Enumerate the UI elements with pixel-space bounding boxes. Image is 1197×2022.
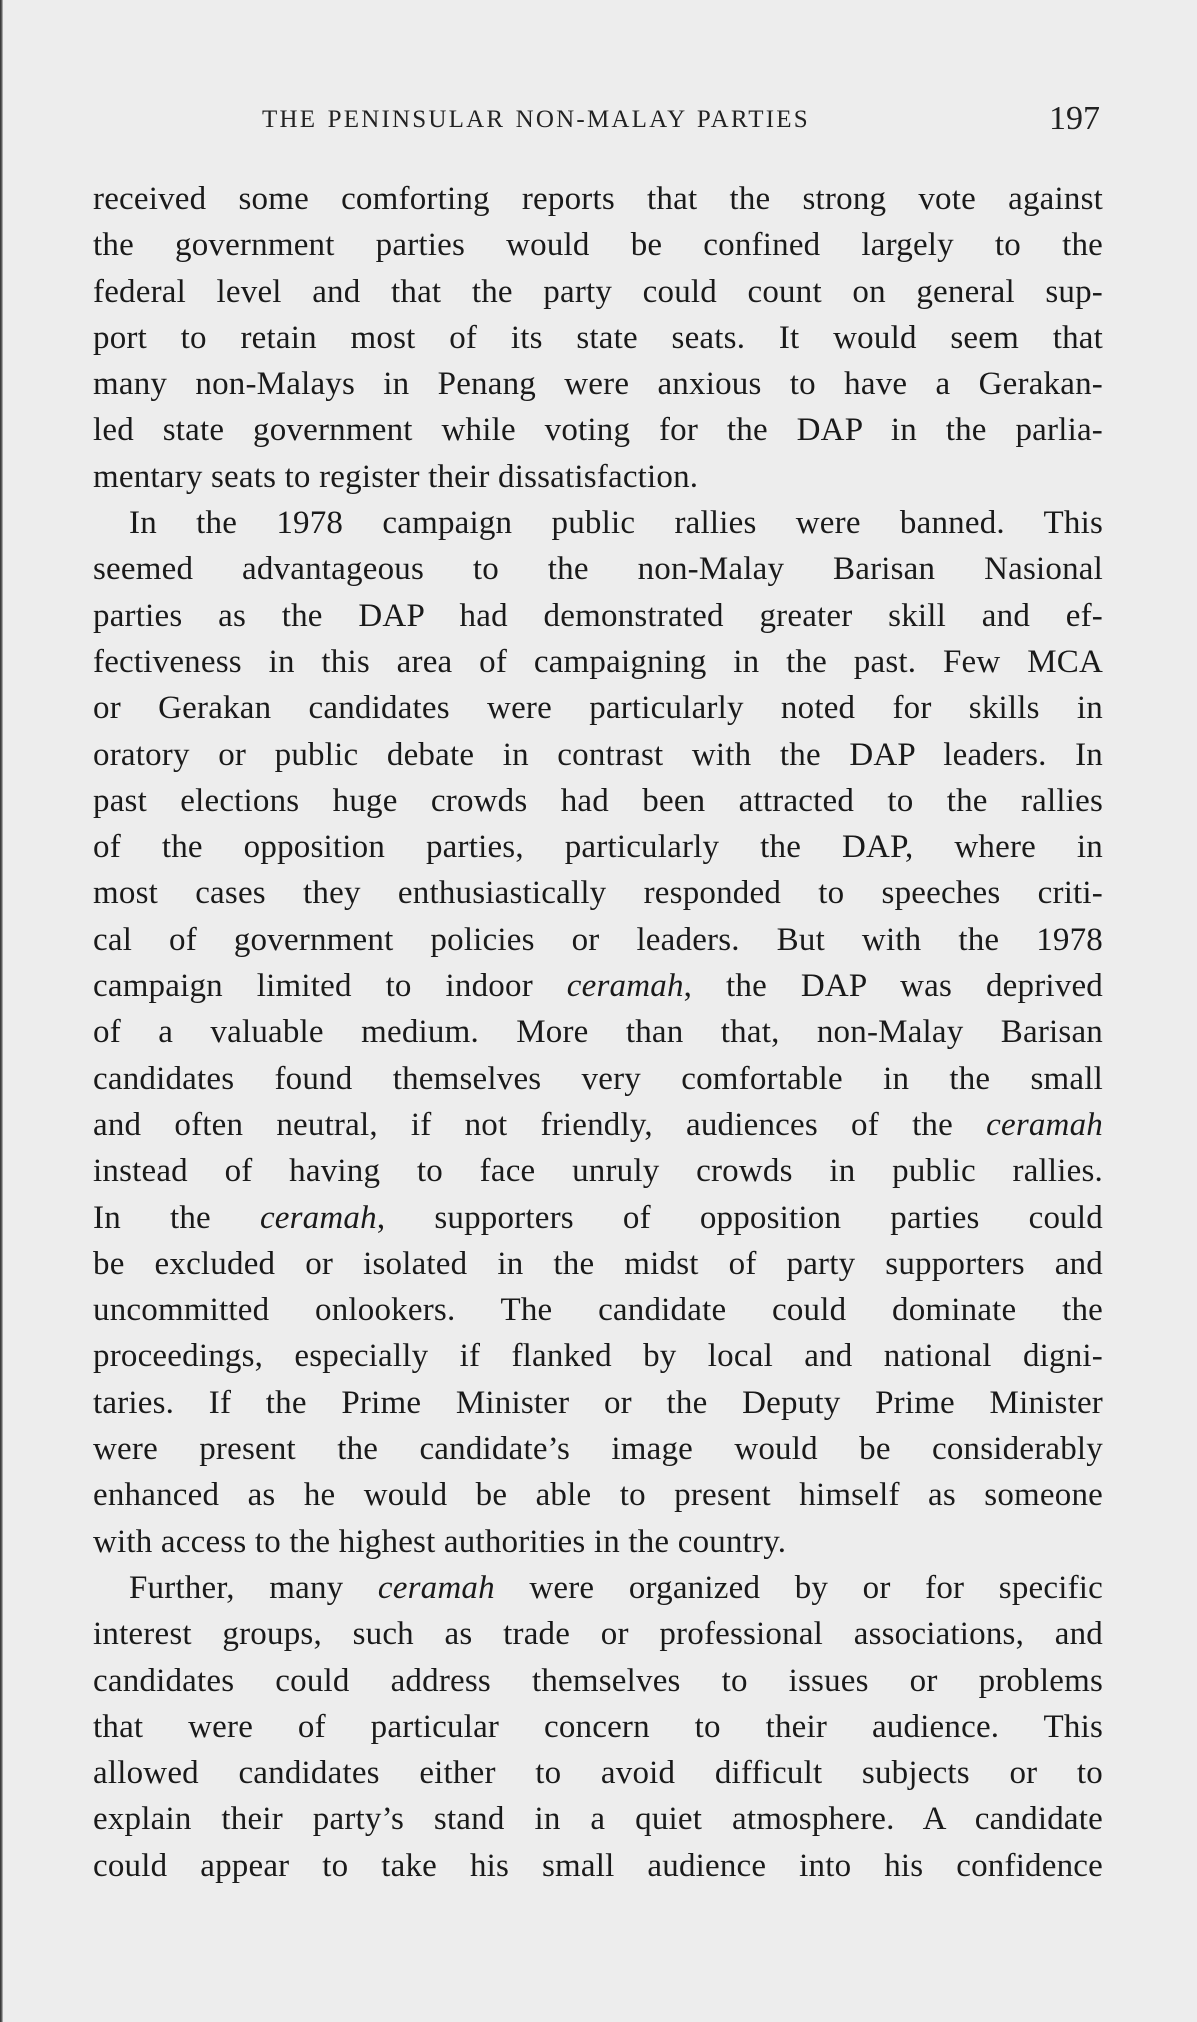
text-line: taries. If the Prime Minister or the Deputy Prime Minister [93, 1384, 1103, 1421]
text-line: could appear to take his small audience into his confidence [93, 1847, 1103, 1884]
text-line: allowed candidates either to avoid difficult subjects or to [93, 1755, 1103, 1792]
paragraph [93, 500, 1103, 1565]
text-line: parties as the DAP had demonstrated greater skill and ef- [93, 597, 1103, 634]
italic-term: ceramah [566, 968, 684, 1005]
text-line: enhanced as he would be able to present himself as someone [93, 1477, 1103, 1514]
text-line: Further, many ceramah were organized by or for specific [129, 1569, 1103, 1606]
page-edge-shadow [0, 0, 3, 2022]
text-line: seemed advantageous to the non-Malay Barisan Nasional [93, 551, 1103, 588]
text-line: received some comforting reports that the strong vote against [93, 181, 1103, 217]
text-line: proceedings, especially if flanked by local and national digni- [93, 1338, 1103, 1375]
text-line: or Gerakan candidates were particularly noted for skills in [93, 690, 1103, 727]
text-line: be excluded or isolated in the midst of party supporters and [93, 1245, 1103, 1282]
italic-term: ceramah [986, 1106, 1103, 1143]
text-line: of a valuable medium. More than that, non-Malay Barisan [93, 1014, 1103, 1051]
text-line: campaign limited to indoor ceramah, the DAP was deprived [93, 968, 1103, 1005]
text-line: interest groups, such as trade or professional associations, and [93, 1616, 1103, 1653]
text-line: with access to the highest authorities in the country. [93, 1523, 787, 1560]
italic-term: ceramah [259, 1199, 377, 1236]
text-line: In the 1978 campaign public rallies were banned. This [129, 505, 1103, 542]
text-line: most cases they enthusiastically responded to speeches criti- [93, 875, 1103, 912]
text-line: oratory or public debate in contrast with the DAP leaders. In [93, 736, 1103, 773]
text-line: fectiveness in this area of campaigning in the past. Few MCA [93, 643, 1103, 680]
running-head [262, 102, 1100, 142]
page-number: 197 [1049, 100, 1100, 137]
italic-term: ceramah [377, 1569, 495, 1606]
text-line: uncommitted onlookers. The candidate could dominate the [93, 1292, 1103, 1329]
paragraph [93, 176, 1103, 500]
text-line: past elections huge crowds had been attracted to the rallies [93, 782, 1103, 819]
text-line: many non-Malays in Penang were anxious to have a Gerakan- [93, 366, 1103, 403]
text-line: the government parties would be confined largely to the [93, 227, 1103, 264]
text-line: candidates could address themselves to issues or problems [93, 1662, 1103, 1699]
text-line: that were of particular concern to their audience. This [93, 1708, 1103, 1745]
text-line: and often neutral, if not friendly, audiences of the ceramah [93, 1106, 1103, 1143]
text-line: In the ceramah, supporters of opposition parties could [93, 1199, 1103, 1236]
text-line: instead of having to face unruly crowds in public rallies. [93, 1153, 1103, 1190]
text-line: federal level and that the party could count on general sup- [93, 273, 1103, 310]
text-line: of the opposition parties, particularly the DAP, where in [93, 829, 1103, 866]
body-text [93, 176, 1103, 1889]
text-line: cal of government policies or leaders. But with the 1978 [93, 921, 1103, 958]
text-line: candidates found themselves very comfortable in the small [93, 1060, 1103, 1097]
text-line: port to retain most of its state seats. It would seem that [93, 319, 1103, 356]
text-line: led state government while voting for the DAP in the parlia- [93, 412, 1103, 449]
text-line: mentary seats to register their dissatisfaction. [93, 458, 699, 495]
text-line: explain their party’s stand in a quiet atmosphere. A candidate [93, 1801, 1103, 1838]
text-line: were present the candidate’s image would be considerably [93, 1431, 1103, 1468]
paragraph [93, 1565, 1103, 1889]
running-head-title: THE PENINSULAR NON-MALAY PARTIES [262, 106, 810, 133]
